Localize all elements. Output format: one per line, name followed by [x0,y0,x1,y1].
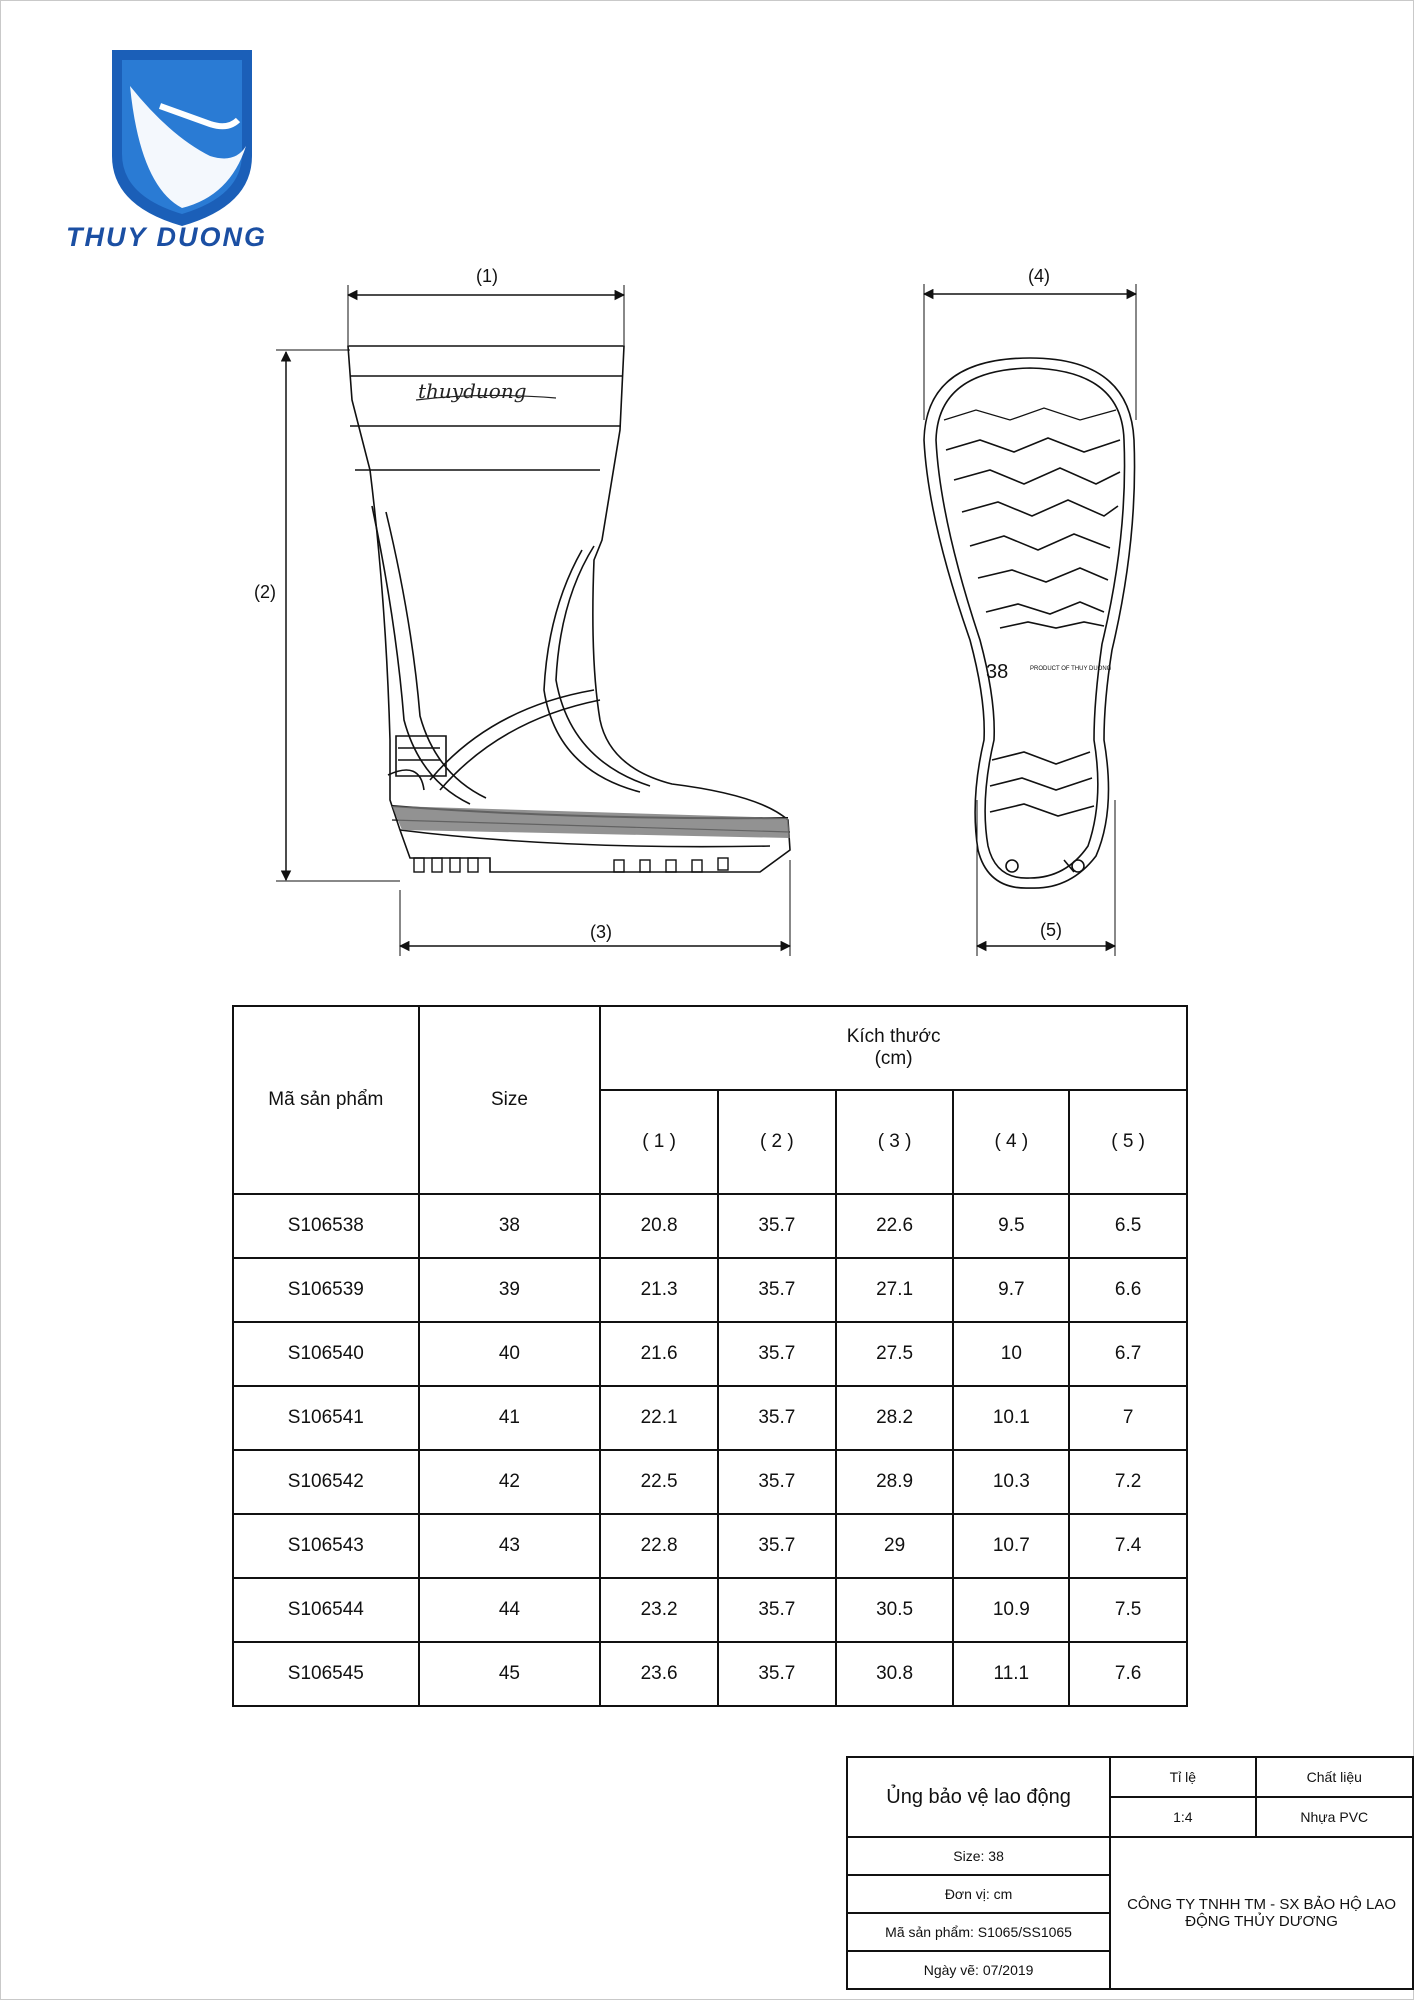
dimension-2-label: (2) [254,582,276,602]
table-row [233,1578,1187,1642]
size-line: Size: 38 [847,1837,1110,1875]
title-block [846,1756,1414,1990]
cell-code: S106543 [233,1514,419,1578]
cell-dim-5: 7.6 [1069,1642,1187,1706]
cell-dim-3: 27.1 [836,1258,954,1322]
cell-dim-1: 23.6 [600,1642,718,1706]
cell-dim-4: 10 [953,1322,1069,1386]
header-dim-4: ( 4 ) [953,1090,1069,1194]
table-header-row [233,1006,1187,1090]
unit-line: Đơn vị: cm [847,1875,1110,1913]
cell-dim-3: 22.6 [836,1194,954,1258]
header-dim-3: ( 3 ) [836,1090,954,1194]
cell-code: S106539 [233,1258,419,1322]
cell-dim-3: 28.9 [836,1450,954,1514]
dimension-4 [924,266,1136,420]
cell-size: 45 [419,1642,601,1706]
table-row [233,1322,1187,1386]
cell-code: S106538 [233,1194,419,1258]
boot-technical-drawing [0,250,1414,960]
dimension-3 [400,860,790,956]
cell-size: 40 [419,1322,601,1386]
table-row [233,1514,1187,1578]
size-table [232,1005,1188,1707]
cell-code: S106542 [233,1450,419,1514]
cell-dim-1: 22.5 [600,1450,718,1514]
dimension-3-label: (3) [590,922,612,942]
header-product-code: Mã sản phẩm [233,1006,419,1194]
scale-label: Tỉ lệ [1110,1757,1255,1797]
title-block-row [847,1757,1413,1797]
header-dim-1: ( 1 ) [600,1090,718,1194]
cell-dim-4: 11.1 [953,1642,1069,1706]
cell-dim-2: 35.7 [718,1514,836,1578]
cell-dim-1: 22.8 [600,1514,718,1578]
cell-dim-2: 35.7 [718,1578,836,1642]
sole-tread-band [392,806,790,838]
cell-dim-2: 35.7 [718,1322,836,1386]
cell-dim-4: 10.7 [953,1514,1069,1578]
cell-dim-5: 7.5 [1069,1578,1187,1642]
cell-dim-4: 10.3 [953,1450,1069,1514]
sole-product-text: PRODUCT OF THUY DUONG [1030,666,1112,672]
cell-code: S106540 [233,1322,419,1386]
cell-size: 44 [419,1578,601,1642]
cell-dim-2: 35.7 [718,1194,836,1258]
cell-dim-3: 28.2 [836,1386,954,1450]
dimension-4-label: (4) [1028,266,1050,286]
header-dimensions [600,1006,1187,1090]
dimension-1-label: (1) [476,266,498,286]
cell-size: 41 [419,1386,601,1450]
cell-dim-1: 20.8 [600,1194,718,1258]
cell-dim-4: 10.1 [953,1386,1069,1450]
cell-dim-5: 7.4 [1069,1514,1187,1578]
cell-dim-5: 7.2 [1069,1450,1187,1514]
date-line: Ngày vẽ: 07/2019 [847,1951,1110,1989]
dimension-5-label: (5) [1040,920,1062,940]
dimension-2 [254,350,400,881]
cell-dim-5: 6.6 [1069,1258,1187,1322]
material-label: Chất liệu [1256,1757,1413,1797]
cell-code: S106544 [233,1578,419,1642]
table-row [233,1386,1187,1450]
table-row [233,1258,1187,1322]
cell-size: 39 [419,1258,601,1322]
cell-dim-1: 21.6 [600,1322,718,1386]
cell-size: 38 [419,1194,601,1258]
boot-side-view [348,346,790,872]
header-dimensions-title: Kích thước [846,1026,941,1047]
material-value: Nhựa PVC [1256,1797,1413,1837]
cell-dim-2: 35.7 [718,1450,836,1514]
table-row [233,1194,1187,1258]
cell-size: 42 [419,1450,601,1514]
cell-dim-1: 22.1 [600,1386,718,1450]
cell-dim-1: 23.2 [600,1578,718,1642]
table-row [233,1642,1187,1706]
cell-dim-1: 21.3 [600,1258,718,1322]
cell-dim-5: 7 [1069,1386,1187,1450]
cell-dim-3: 29 [836,1514,954,1578]
company-name: CÔNG TY TNHH TM - SX BẢO HỘ LAO ĐỘNG THỦY DƯƠNG [1110,1837,1413,1989]
table-row [233,1450,1187,1514]
brand-name: THUY DUONG [66,222,268,252]
cell-dim-2: 35.7 [718,1642,836,1706]
cell-dim-2: 35.7 [718,1258,836,1322]
dimension-1 [348,266,624,345]
code-line: Mã sản phẩm: S1065/SS1065 [847,1913,1110,1951]
product-name: Ủng bảo vệ lao động [847,1757,1110,1837]
cell-size: 43 [419,1514,601,1578]
title-block-row [847,1837,1413,1875]
sole-bottom-view [924,358,1135,888]
cell-dim-3: 27.5 [836,1322,954,1386]
header-dim-2: ( 2 ) [718,1090,836,1194]
cell-code: S106541 [233,1386,419,1450]
scale-value: 1:4 [1110,1797,1255,1837]
cell-dim-4: 10.9 [953,1578,1069,1642]
cell-dim-5: 6.7 [1069,1322,1187,1386]
cell-dim-3: 30.5 [836,1578,954,1642]
cell-dim-3: 30.8 [836,1642,954,1706]
header-size: Size [419,1006,601,1194]
heel-lugs [414,858,728,872]
cell-code: S106545 [233,1642,419,1706]
header-dimensions-unit: (cm) [874,1048,913,1069]
header-dim-5: ( 5 ) [1069,1090,1187,1194]
cell-dim-4: 9.7 [953,1258,1069,1322]
cell-dim-4: 9.5 [953,1194,1069,1258]
boot-brand-script: thuyduong [418,379,527,403]
cell-dim-5: 6.5 [1069,1194,1187,1258]
cell-dim-2: 35.7 [718,1386,836,1450]
sole-size-mark: 38 [986,661,1009,683]
